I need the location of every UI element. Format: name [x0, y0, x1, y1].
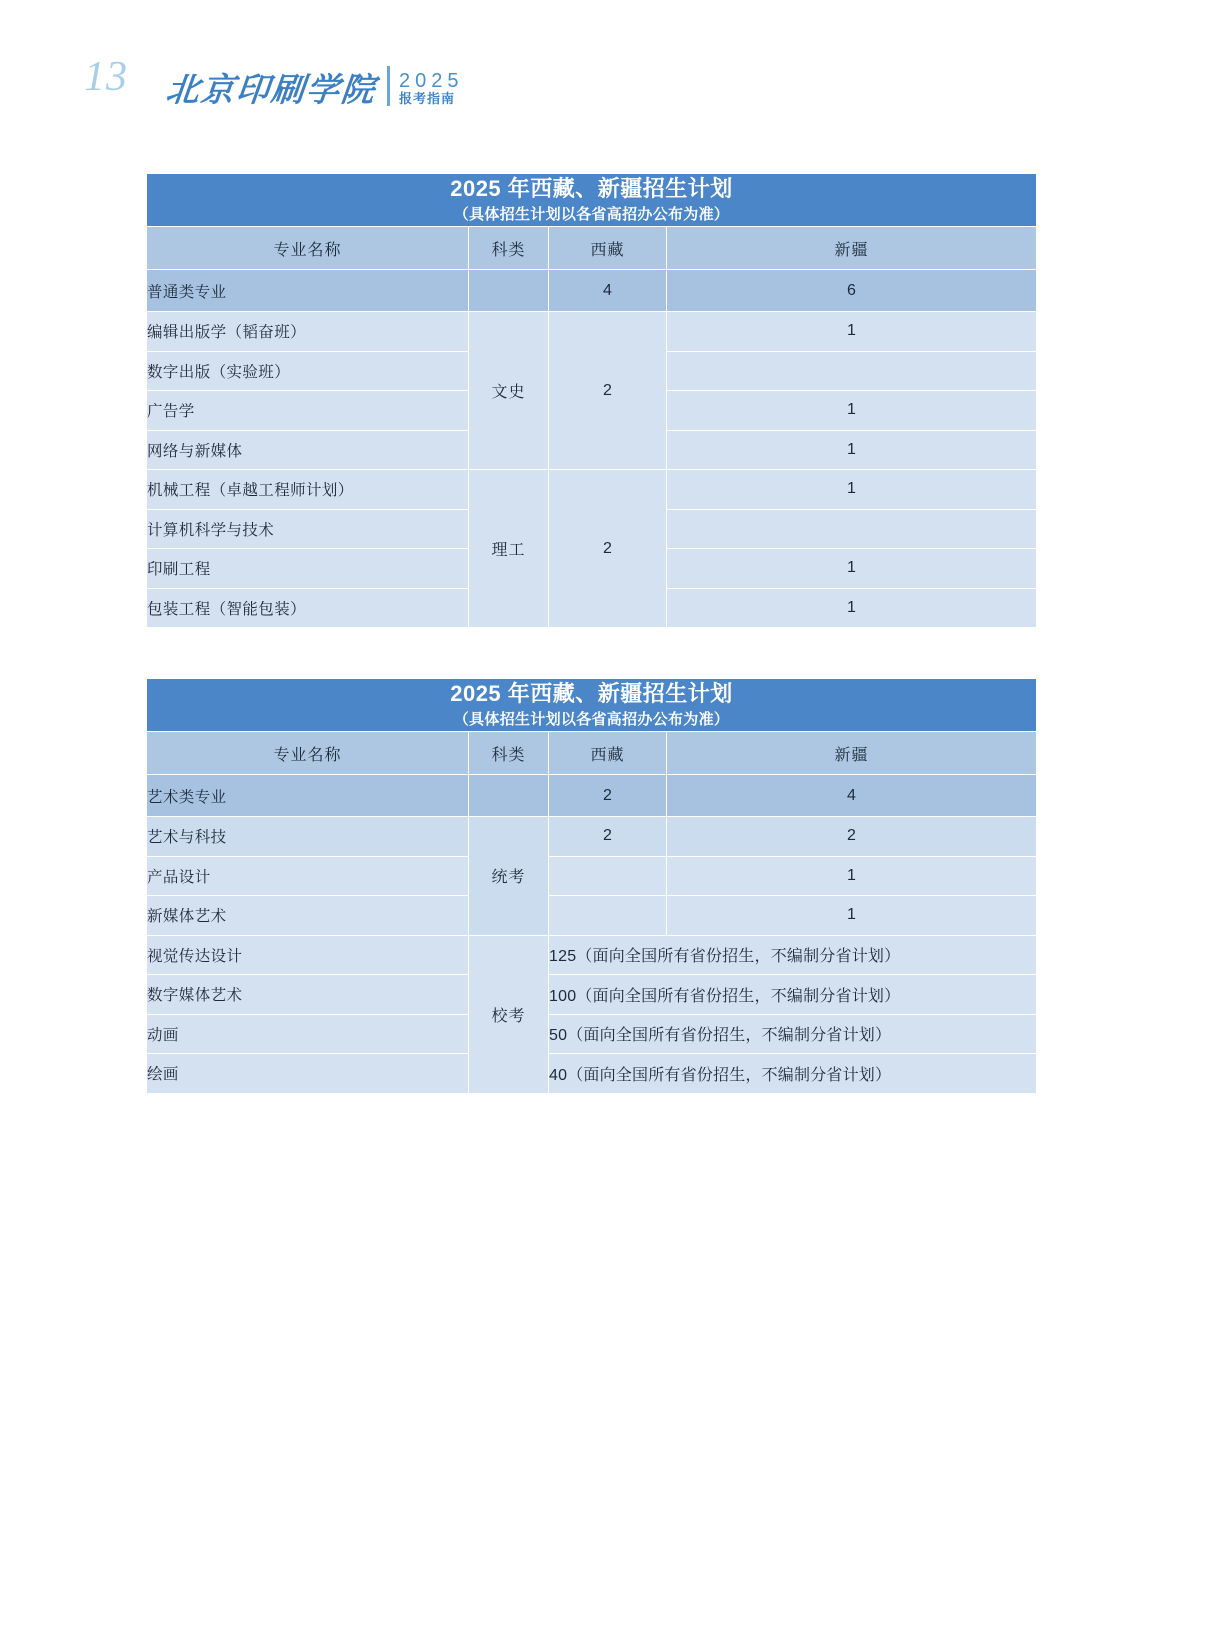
table-row	[147, 312, 1037, 352]
major-name: 网络与新媒体	[147, 430, 469, 470]
plan-note: 50（面向全国所有省份招生，不编制分省计划）	[549, 1014, 1037, 1054]
major-name: 数字出版（实验班）	[147, 351, 469, 391]
total-major-name: 普通类专业	[147, 270, 469, 312]
major-name: 数字媒体艺术	[147, 975, 469, 1015]
total-category	[469, 775, 549, 817]
major-name: 印刷工程	[147, 549, 469, 589]
table-row	[147, 1054, 1037, 1094]
major-name: 产品设计	[147, 856, 469, 896]
table-row	[147, 975, 1037, 1015]
column-header-category: 科类	[469, 227, 549, 270]
admission-plan-table-arts	[146, 678, 1037, 1094]
table-title-cell	[147, 174, 1037, 227]
plan-note: 125（面向全国所有省份招生，不编制分省计划）	[549, 935, 1037, 975]
table-title-row	[147, 679, 1037, 732]
xinjiang-count: 1	[667, 856, 1037, 896]
xizang-count-wenshi: 2	[549, 312, 667, 470]
admission-plan-table-general	[146, 173, 1037, 628]
category-group-ligong: 理工	[469, 470, 549, 628]
major-name: 计算机科学与技术	[147, 509, 469, 549]
column-header-row	[147, 732, 1037, 775]
total-xinjiang-count: 6	[667, 270, 1037, 312]
table-row	[147, 1014, 1037, 1054]
brand-guide-label: 报考指南	[399, 90, 456, 106]
table-row-total	[147, 270, 1037, 312]
major-name: 动画	[147, 1014, 469, 1054]
xinjiang-count: 1	[667, 896, 1037, 936]
plan-note: 40（面向全国所有省份招生，不编制分省计划）	[549, 1054, 1037, 1094]
category-group-wenshi: 文史	[469, 312, 549, 470]
table-row-total	[147, 775, 1037, 817]
table-row	[147, 896, 1037, 936]
major-name: 机械工程（卓越工程师计划）	[147, 470, 469, 510]
major-name: 编辑出版学（韬奋班）	[147, 312, 469, 352]
total-category	[469, 270, 549, 312]
xizang-count	[549, 896, 667, 936]
category-group-xiaokao: 校考	[469, 935, 549, 1093]
column-header-major: 专业名称	[147, 732, 469, 775]
column-header-row	[147, 227, 1037, 270]
plan-note: 100（面向全国所有省份招生，不编制分省计划）	[549, 975, 1037, 1015]
page-header	[78, 48, 1078, 118]
xinjiang-count: 1	[667, 312, 1037, 352]
total-xizang-count: 2	[549, 775, 667, 817]
major-name: 新媒体艺术	[147, 896, 469, 936]
table-title: 2025 年西藏、新疆招生计划	[450, 681, 733, 706]
xinjiang-count	[667, 509, 1037, 549]
xinjiang-count: 1	[667, 588, 1037, 628]
brand-logo	[166, 52, 464, 108]
xinjiang-count: 1	[667, 430, 1037, 470]
brand-year: 2025	[399, 69, 464, 92]
column-header-xinjiang: 新疆	[667, 227, 1037, 270]
xinjiang-count: 1	[667, 549, 1037, 589]
column-header-major: 专业名称	[147, 227, 469, 270]
column-header-xizang: 西藏	[549, 732, 667, 775]
major-name: 艺术与科技	[147, 817, 469, 857]
xizang-count: 2	[549, 817, 667, 857]
category-group-tongkao: 统考	[469, 817, 549, 936]
xinjiang-count: 2	[667, 817, 1037, 857]
total-major-name: 艺术类专业	[147, 775, 469, 817]
total-xizang-count: 4	[549, 270, 667, 312]
major-name: 包装工程（智能包装）	[147, 588, 469, 628]
brand-subtitle-group	[399, 71, 464, 108]
major-name: 广告学	[147, 391, 469, 431]
column-header-category: 科类	[469, 732, 549, 775]
major-name: 绘画	[147, 1054, 469, 1094]
total-xinjiang-count: 4	[667, 775, 1037, 817]
page-number: 13	[84, 54, 128, 100]
table-row	[147, 935, 1037, 975]
table-row	[147, 817, 1037, 857]
table-title: 2025 年西藏、新疆招生计划	[450, 176, 733, 201]
table-row	[147, 856, 1037, 896]
major-name: 视觉传达设计	[147, 935, 469, 975]
column-header-xinjiang: 新疆	[667, 732, 1037, 775]
table-title-row	[147, 174, 1037, 227]
column-header-xizang: 西藏	[549, 227, 667, 270]
brand-divider	[387, 66, 390, 106]
table-subtitle: （具体招生计划以各省高招办公布为准）	[453, 710, 730, 728]
xinjiang-count: 1	[667, 391, 1037, 431]
xinjiang-count	[667, 351, 1037, 391]
xinjiang-count: 1	[667, 470, 1037, 510]
table-title-cell	[147, 679, 1037, 732]
table-row	[147, 470, 1037, 510]
xizang-count-ligong: 2	[549, 470, 667, 628]
brand-name: 北京印刷学院	[164, 73, 378, 109]
table-subtitle: （具体招生计划以各省高招办公布为准）	[453, 205, 730, 223]
xizang-count	[549, 856, 667, 896]
